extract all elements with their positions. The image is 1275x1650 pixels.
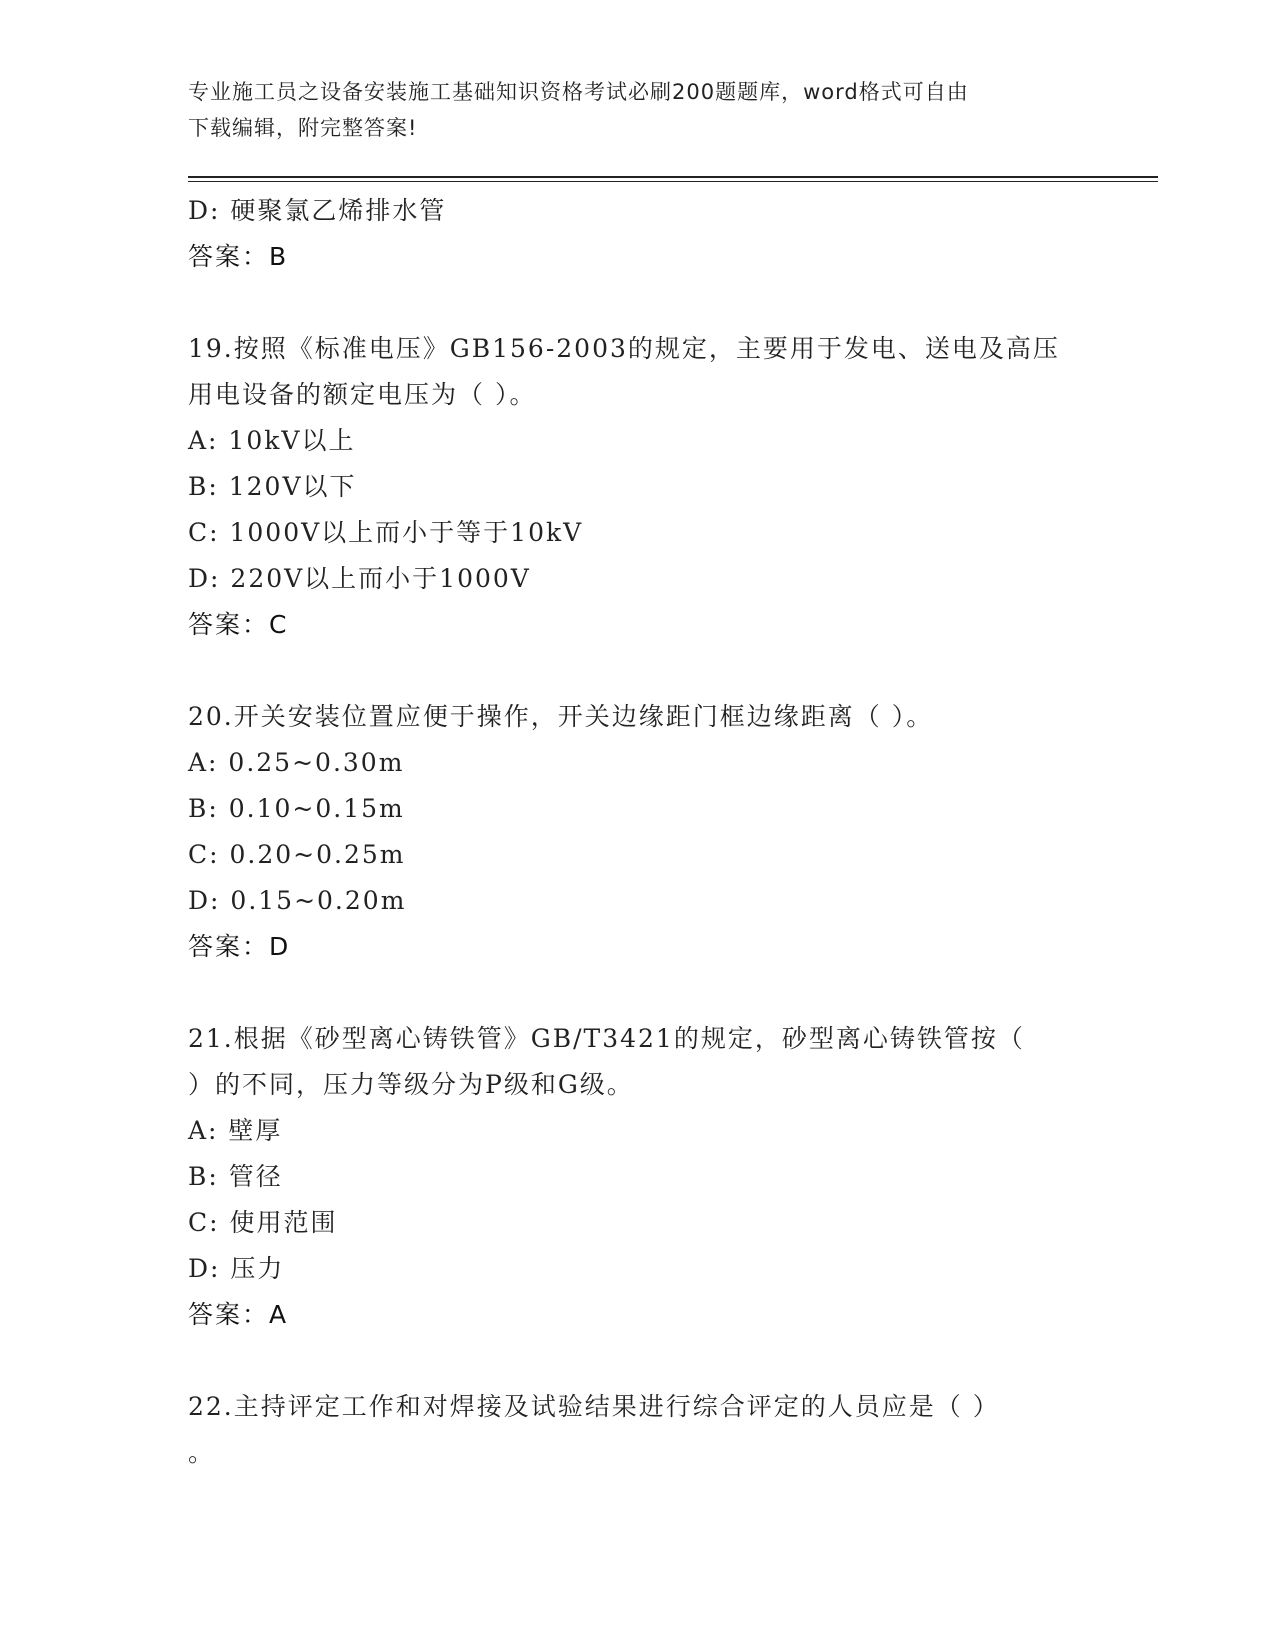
question-list: [188, 188, 1088, 1476]
question-21: [188, 1016, 1088, 1338]
question-21-stem-line-1: 21.根据《砂型离心铸铁管》GB/T3421的规定，砂型离心铸铁管按（: [188, 1024, 1025, 1053]
question-19-stem-line-2: 用电设备的额定电压为（ ）。: [188, 380, 537, 409]
question-21-option-d: D: 压力: [188, 1254, 285, 1283]
question-21-option-c: C: 使用范围: [188, 1208, 338, 1237]
question-19-stem-line-1: 19.按照《标准电压》GB156-2003的规定，主要用于发电、送电及高压: [188, 334, 1060, 363]
question-20-stem-line-1: 20.开关安装位置应便于操作，开关边缘距门框边缘距离（ ）。: [188, 702, 934, 731]
question-21-answer: 答案：A: [188, 1300, 289, 1329]
question-19-option-c: C: 1000V以上而小于等于10kV: [188, 518, 584, 547]
question-19: [188, 326, 1088, 648]
spacer: [188, 970, 1088, 1016]
header-title-line-2: 下载编辑，附完整答案!: [188, 116, 418, 140]
question-21-option-a: A: 壁厚: [188, 1116, 283, 1145]
question-18: [188, 188, 1088, 280]
question-20-option-c: C: 0.20~0.25m: [188, 840, 406, 869]
question-20: [188, 694, 1088, 970]
header-divider-thin: [188, 181, 1158, 182]
question-20-option-b: B: 0.10~0.15m: [188, 794, 405, 823]
question-18-answer: 答案：B: [188, 242, 289, 271]
question-18-option-d: D: 硬聚氯乙烯排水管: [188, 196, 447, 225]
question-20-option-d: D: 0.15~0.20m: [188, 886, 407, 915]
question-19-option-d: D: 220V以上而小于1000V: [188, 564, 531, 593]
question-22-stem-line-1: 22.主持评定工作和对焊接及试验结果进行综合评定的人员应是（ ）: [188, 1392, 1000, 1421]
spacer: [188, 1338, 1088, 1384]
question-22-stem-line-2: 。: [188, 1438, 216, 1467]
question-22: [188, 1384, 1088, 1476]
question-19-option-b: B: 120V以下: [188, 472, 357, 501]
question-20-option-a: A: 0.25~0.30m: [188, 748, 405, 777]
question-19-option-a: A: 10kV以上: [188, 426, 356, 455]
question-21-stem-line-2: ）的不同，压力等级分为P级和G级。: [188, 1070, 634, 1099]
spacer: [188, 280, 1088, 326]
question-19-answer: 答案：C: [188, 610, 289, 639]
header-title-line-1: 专业施工员之设备安装施工基础知识资格考试必刷200题题库，word格式可自由: [188, 80, 969, 104]
question-21-option-b: B: 管径: [188, 1162, 283, 1191]
header-divider-thick: [188, 176, 1158, 178]
question-20-answer: 答案：D: [188, 932, 291, 961]
document-header: [188, 74, 1088, 146]
spacer: [188, 648, 1088, 694]
